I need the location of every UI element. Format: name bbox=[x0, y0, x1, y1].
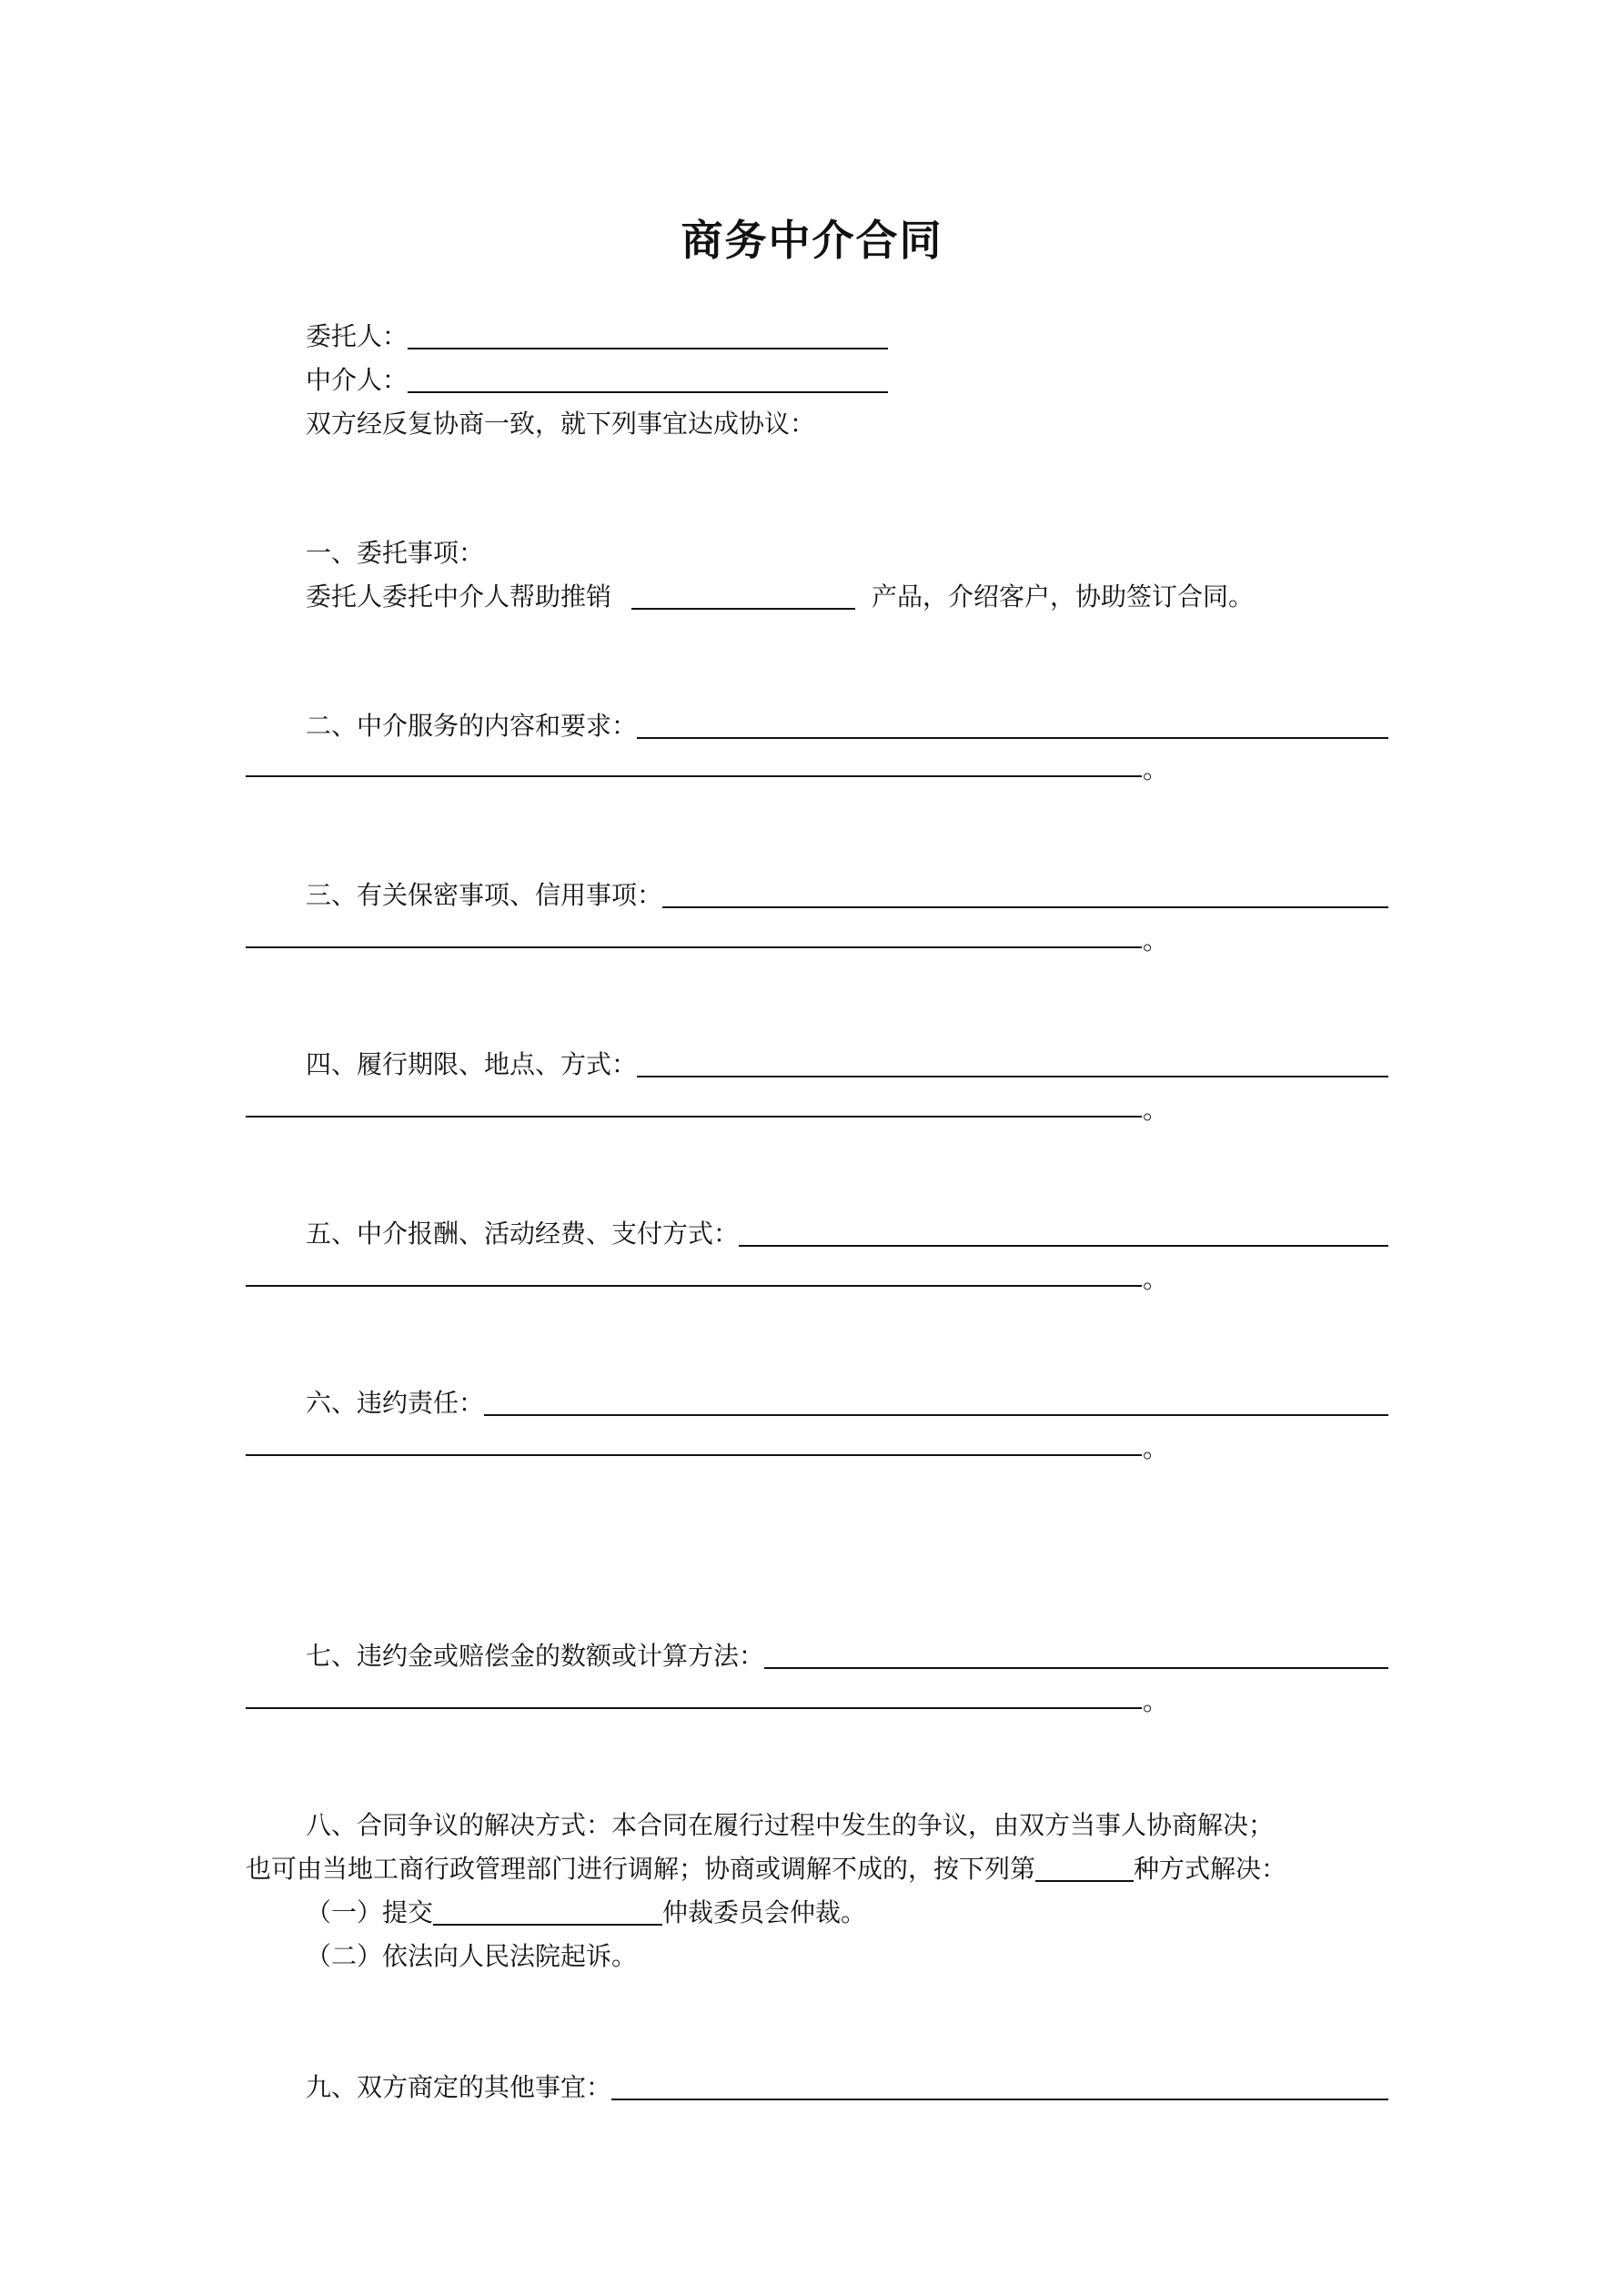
section-2-line bbox=[306, 708, 1388, 744]
section-7-line bbox=[306, 1638, 1388, 1674]
section-1-text: 委托人委托中介人帮助推销 产品，介绍客户，协助签订合同。 bbox=[306, 582, 1255, 612]
section-5-end-mark: 。 bbox=[1143, 1264, 1169, 1294]
section-5-line bbox=[306, 1216, 1388, 1252]
section-1-heading: 一、委托事项： bbox=[306, 538, 485, 568]
section-4-continuation-blank[interactable] bbox=[246, 1116, 1142, 1118]
section-7-blank[interactable] bbox=[764, 1640, 1388, 1669]
section-5-label: 五、中介报酬、活动经费、支付方式： bbox=[306, 1219, 740, 1249]
section-8-option-1: （一）提交 仲裁委员会仲裁。 bbox=[306, 1897, 867, 1927]
document-title: 商务中介合同 bbox=[681, 216, 943, 265]
section-6-continuation-blank[interactable] bbox=[246, 1454, 1142, 1456]
section-8-line-1: 八、合同争议的解决方式：本合同在履行过程中发生的争议，由双方当事人协商解决； bbox=[306, 1810, 1275, 1840]
section-4-line bbox=[306, 1047, 1388, 1083]
section-2-label: 二、中介服务的内容和要求： bbox=[306, 711, 638, 741]
section-3-line bbox=[306, 877, 1388, 914]
section-6-end-mark: 。 bbox=[1143, 1433, 1169, 1463]
section-3-end-mark: 。 bbox=[1143, 925, 1169, 956]
section-6-line bbox=[306, 1385, 1388, 1421]
intermediary-blank[interactable] bbox=[408, 364, 888, 393]
method-number-blank[interactable] bbox=[1035, 1853, 1134, 1882]
intro-text: 双方经反复协商一致，就下列事宜达成协议： bbox=[306, 409, 816, 439]
section-5-continuation-blank[interactable] bbox=[246, 1285, 1142, 1287]
section-6-blank[interactable] bbox=[484, 1387, 1388, 1416]
section-7-continuation-blank[interactable] bbox=[246, 1707, 1142, 1709]
section-4-blank[interactable] bbox=[637, 1048, 1388, 1077]
section-9-line bbox=[306, 2069, 1388, 2106]
section-4-label: 四、履行期限、地点、方式： bbox=[306, 1049, 638, 1079]
section-4-end-mark: 。 bbox=[1143, 1095, 1169, 1125]
intermediary-label: 中介人： bbox=[306, 365, 409, 395]
section-6-label: 六、违约责任： bbox=[306, 1388, 485, 1418]
section-3-continuation-blank[interactable] bbox=[246, 946, 1142, 948]
section-3-blank[interactable] bbox=[662, 879, 1388, 908]
section-7-end-mark: 。 bbox=[1143, 1686, 1169, 1716]
section-3-label: 三、有关保密事项、信用事项： bbox=[306, 880, 663, 910]
section-9-blank[interactable] bbox=[611, 2071, 1388, 2100]
section-2-continuation-blank[interactable] bbox=[246, 775, 1142, 777]
section-8-line-2: 也可由当地工商行政管理部门进行调解；协商或调解不成的，按下列第 种方式解决： bbox=[246, 1854, 1287, 1884]
section-2-end-mark: 。 bbox=[1143, 754, 1169, 784]
principal-line bbox=[306, 319, 888, 355]
principal-blank[interactable] bbox=[408, 320, 888, 349]
section-9-label: 九、双方商定的其他事宜： bbox=[306, 2072, 612, 2102]
product-blank[interactable] bbox=[631, 581, 855, 610]
intermediary-line bbox=[306, 362, 888, 399]
section-7-label: 七、违约金或赔偿金的数额或计算方法： bbox=[306, 1641, 765, 1671]
principal-label: 委托人： bbox=[306, 321, 409, 351]
arbitration-committee-blank[interactable] bbox=[433, 1896, 662, 1926]
section-2-blank[interactable] bbox=[637, 710, 1388, 739]
section-8-option-2: （二）依法向人民法院起诉。 bbox=[306, 1941, 638, 1971]
section-5-blank[interactable] bbox=[739, 1218, 1388, 1247]
